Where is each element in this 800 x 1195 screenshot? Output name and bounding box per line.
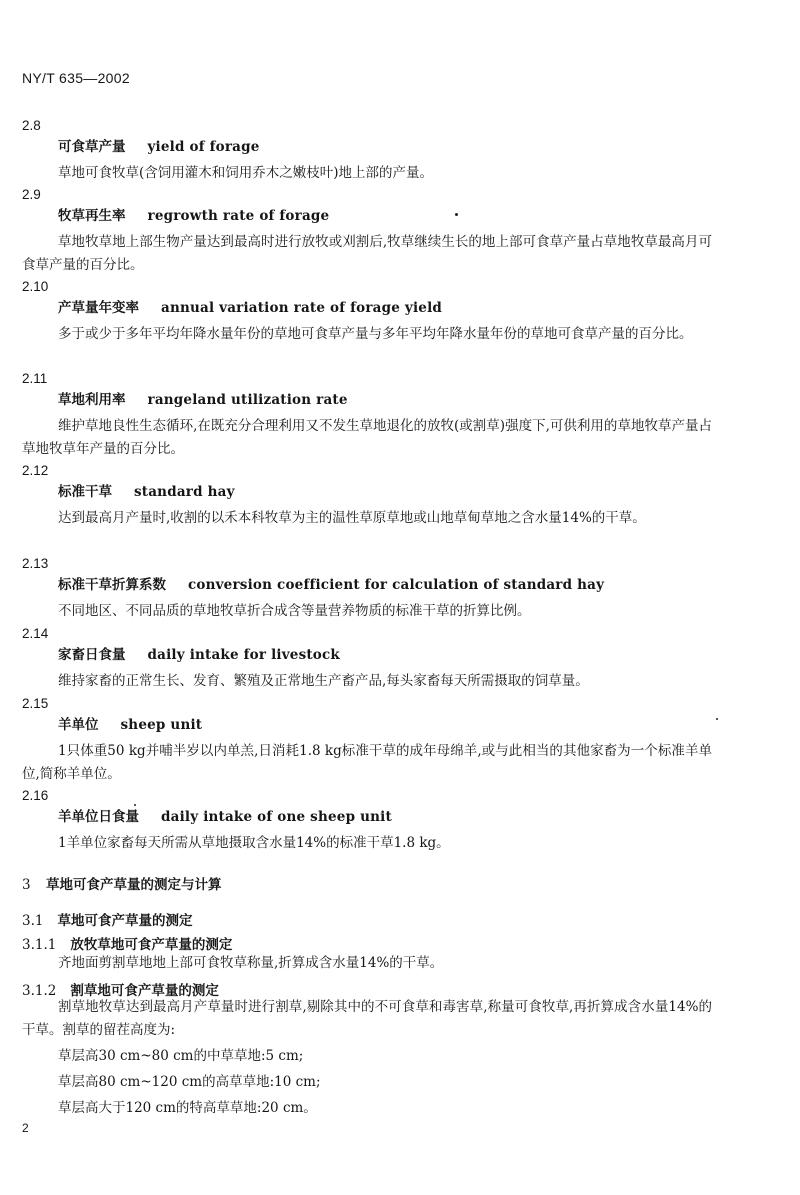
term-number: 2.13 [22,556,49,571]
term-number: 2.10 [22,279,49,294]
term-chinese: 羊单位 [58,717,99,733]
term-entry [22,787,762,855]
term-heading [22,392,762,415]
section-heading [22,873,762,893]
term-number: 2.8 [22,118,41,133]
term-number: 2.14 [22,626,49,641]
scan-speck [716,718,718,720]
term-definition: 多于或少于多年平均年降水量年份的草地可食草产量与多年平均年降水量年份的草地可食草产量的百分比。 [58,326,693,342]
term-definition: 草地可食牧草(含饲用灌木和饲用乔木之嫩枝叶)地上部的产量。 [58,165,434,181]
term-heading [22,208,762,231]
term-heading [22,139,762,162]
subsection-heading [22,933,762,953]
term-definition: 达到最高月产量时,收割的以禾本科牧草为主的温性草原草地或山地草甸草地之含水量14%的干草。 [58,510,646,526]
term-chinese: 草地利用率 [58,392,126,408]
term-heading [22,300,762,323]
term-entry [22,555,762,623]
term-english: daily intake for livestock [147,647,340,663]
scan-speck [455,213,458,216]
term-entry [22,278,762,346]
term-definition: 维护草地良性生态循环,在既充分合理利用又不发生草地退化的放牧(或割草)强度下,可供利用的草地牧草产量占草地牧草年产量的百分比。 [22,418,712,457]
term-definition: 不同地区、不同品质的草地牧草折合成含等量营养物质的标准干草的折算比例。 [58,603,531,619]
list-item: 草层高大于120 cm的特高草草地:20 cm。 [58,1100,317,1116]
term-number: 2.16 [22,788,49,803]
term-chinese: 产草量年变率 [58,300,139,316]
term-entry [22,625,762,693]
term-entry [22,462,762,530]
subsection-title: 放牧草地可食产草量的测定 [70,937,233,953]
term-chinese: 标准干草折算系数 [58,577,166,593]
subsection-text: 割草地牧草达到最高月产草量时进行割草,剔除其中的不可食草和毒害草,称量可食牧草,再折算成含水量14%的干草。割草的留茬高度为: [22,999,712,1038]
term-english: daily intake of one sheep unit [161,809,392,825]
term-definition: 草地牧草地上部生物产量达到最高时进行放牧或刈割后,牧草继续生长的地上部可食草产量占草地牧草最高月可食草产量的百分比。 [22,234,712,273]
term-english: yield of forage [147,139,260,155]
term-definition: 1只体重50 kg并哺半岁以内单羔,日消耗1.8 kg标准干草的成年母绵羊,或与此相当的其他家畜为一个标准羊单位,简称羊单位。 [22,743,712,782]
page-number: 2 [22,1121,29,1135]
list-item: 草层高30 cm~80 cm的中草草地:5 cm; [58,1048,304,1064]
term-english: conversion coefficient for calculation of standard hay [188,577,605,593]
term-chinese: 可食草产量 [58,139,126,155]
term-definition: 1羊单位家畜每天所需从草地摄取含水量14%的标准干草1.8 kg。 [58,835,450,851]
subsection-heading [22,909,762,929]
term-entry [22,117,762,185]
term-heading [22,577,762,600]
list-item: 草层高80 cm~120 cm的高草草地:10 cm; [58,1074,321,1090]
term-english: standard hay [134,484,235,500]
subsection-number: 3.1.1 [22,937,57,953]
term-heading [22,484,762,507]
subsection-number: 3.1 [22,913,44,929]
term-number: 2.9 [22,187,41,202]
term-definition: 维持家畜的正常生长、发育、繁殖及正常地生产畜产品,每头家畜每天所需摄取的饲草量。 [58,673,589,689]
subsection-number: 3.1.2 [22,983,57,999]
term-chinese: 家畜日食量 [58,647,126,663]
term-entry [22,695,762,786]
term-english: regrowth rate of forage [147,208,330,224]
term-heading [22,809,762,832]
term-english: sheep unit [120,717,203,733]
term-heading [22,717,762,740]
term-entry [22,186,762,277]
term-chinese: 标准干草 [58,484,112,500]
subsection-text: 齐地面剪割草地地上部可食牧草称量,折算成含水量14%的干草。 [58,955,444,971]
term-chinese: 羊单位日食量 [58,809,139,825]
subsection-title: 草地可食产草量的测定 [57,913,193,929]
standard-code-header: NY/T 635—2002 [22,70,130,86]
term-english: rangeland utilization rate [147,392,348,408]
section-title: 草地可食产草量的测定与计算 [46,877,222,893]
term-chinese: 牧草再生率 [58,208,126,224]
subsection-title: 割草地可食产草量的测定 [70,983,219,999]
term-heading [22,647,762,670]
cutting-height-list [22,1043,762,1121]
term-number: 2.12 [22,463,49,478]
term-english: annual variation rate of forage yield [161,300,443,316]
term-number: 2.15 [22,696,49,711]
term-entry [22,370,762,461]
scan-speck [134,804,136,806]
term-number: 2.11 [22,371,48,386]
section-number: 3 [22,877,31,893]
